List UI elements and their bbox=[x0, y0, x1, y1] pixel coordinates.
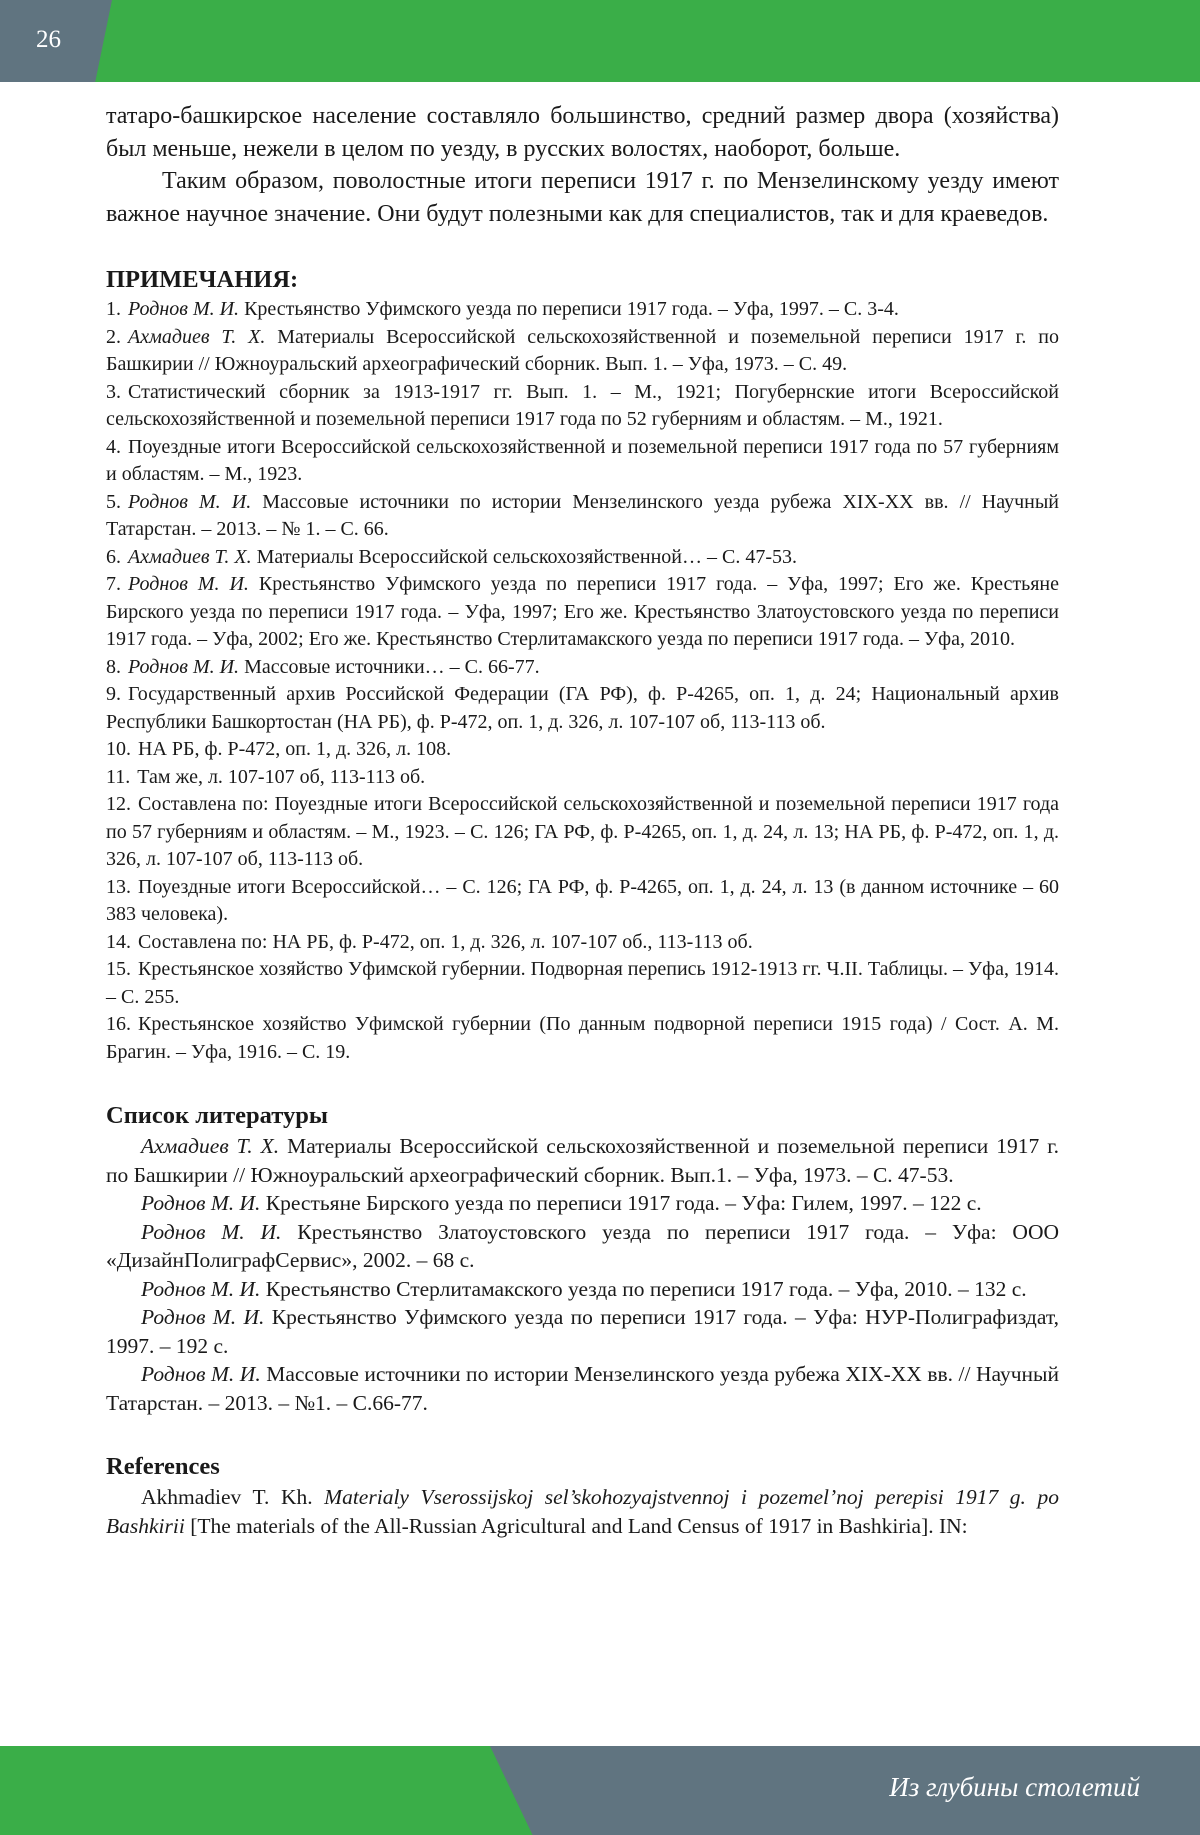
note-item bbox=[106, 681, 1059, 736]
references-list bbox=[106, 1483, 1059, 1540]
header-band bbox=[0, 0, 1200, 82]
note-item bbox=[106, 571, 1059, 654]
references-heading: References bbox=[106, 1453, 220, 1481]
literature-item bbox=[106, 1218, 1059, 1275]
note-item bbox=[106, 1011, 1059, 1066]
note-text: Поуездные итоги Всероссийской сельскохозяйственной и поземельной переписи 1917 года по 57 губерниям и областям. – М., 1923. bbox=[106, 435, 1059, 486]
note-text: Государственный архив Российской Федерации (ГА РФ), ф. Р-4265, оп. 1, д. 24; Национальный архив Республики Башкортостан (НА РБ), ф. Р-472, оп. 1, д. 326, л. 107-107 об, 113-113 об. bbox=[106, 683, 1059, 733]
note-number: 10. bbox=[106, 738, 131, 761]
note-text: Массовые источники по истории Мензелинского уезда рубежа XIX-XX вв. // Научный Татарстан. – 2013. – № 1. – С. 66. bbox=[106, 490, 1060, 541]
note-item bbox=[106, 874, 1059, 929]
note-number: 6. bbox=[106, 545, 121, 568]
note-item bbox=[106, 324, 1059, 379]
literature-text: Крестьянство Уфимского уезда по переписи 1917 года. – Уфа: НУР-Полиграфиздат, 1997. – 192 с. bbox=[106, 1305, 1060, 1358]
literature-text: Материалы Всероссийской сельскохозяйственной и поземельной переписи 1917 г. по Башкирии // Южноуральский археографический сборник. Вып.1. – Уфа, 1973. – С. 47-53. bbox=[106, 1134, 1059, 1187]
note-item bbox=[106, 764, 1059, 792]
note-number: 7. bbox=[106, 573, 121, 596]
note-number: 4. bbox=[106, 435, 121, 458]
note-author: Роднов М. И. bbox=[128, 298, 240, 321]
body-paragraph-2: Таким образом, поволостные итоги переписи 1917 г. по Мензелинскому уезду имеют важное научное значение. Они будут полезными как для специалистов, так и для краеведов. bbox=[106, 168, 1059, 227]
note-text: Там же, л. 107-107 об, 113-113 об. bbox=[137, 765, 426, 788]
note-item bbox=[106, 489, 1059, 544]
note-number: 11. bbox=[106, 765, 131, 788]
literature-author: Роднов М. И. bbox=[141, 1305, 265, 1330]
note-number: 14. bbox=[106, 930, 131, 953]
literature-text: Крестьяне Бирского уезда по переписи 1917 года. – Уфа: Гилем, 1997. – 122 с. bbox=[265, 1191, 982, 1216]
note-number: 1. bbox=[106, 298, 121, 321]
note-number: 16. bbox=[106, 1013, 131, 1036]
notes-heading: ПРИМЕЧАНИЯ: bbox=[106, 266, 299, 294]
page-number: 26 bbox=[36, 26, 61, 53]
note-number: 8. bbox=[106, 655, 121, 678]
note-number: 9. bbox=[106, 683, 121, 706]
note-number: 15. bbox=[106, 958, 131, 981]
note-text: НА РБ, ф. Р-472, оп. 1, д. 326, л. 108. bbox=[138, 738, 452, 761]
literature-author: Ахмадиев Т. Х. bbox=[141, 1134, 280, 1159]
note-item bbox=[106, 791, 1059, 874]
literature-item bbox=[106, 1189, 1059, 1218]
note-author: Ахмадиев Т. Х. bbox=[128, 325, 266, 348]
note-text: Крестьянское хозяйство Уфимской губернии (По данным подворной переписи 1915 года) / Сост. А. М. Брагин. – Уфа, 1916. – С. 19. bbox=[106, 1013, 1059, 1063]
note-item bbox=[106, 654, 1059, 682]
literature-author: Роднов М. И. bbox=[141, 1191, 261, 1216]
note-number: 2. bbox=[106, 325, 121, 348]
reference-author: Akhmadiev T. Kh. bbox=[141, 1485, 313, 1510]
literature-list bbox=[106, 1132, 1059, 1417]
literature-item bbox=[106, 1360, 1059, 1417]
literature-text: Массовые источники по истории Мензелинского уезда рубежа XIX-XX вв. // Научный Татарстан. – 2013. – №1. – С.66-77. bbox=[106, 1362, 1060, 1415]
note-item bbox=[106, 956, 1059, 1011]
note-text: Составлена по: НА РБ, ф. Р-472, оп. 1, д. 326, л. 107-107 об., 113-113 об. bbox=[138, 930, 753, 953]
note-number: 12. bbox=[106, 793, 131, 816]
literature-text: Крестьянство Златоустовского уезда по переписи 1917 года. – Уфа: ООО «ДизайнПолиграфСервис», 2002. – 68 с. bbox=[106, 1219, 1059, 1273]
reference-title: Materialy Vserossijskoj sel’skohozyajstvennoj i pozemel’noj perepisi 1917 g. po Bashkirii bbox=[106, 1485, 1059, 1538]
page-content bbox=[106, 100, 1059, 1540]
journal-title: Из глубины столетий bbox=[889, 1772, 1140, 1802]
note-text: Материалы Всероссийской сельскохозяйственной и поземельной переписи 1917 г. по Башкирии // Южноуральский археографический сборник. Вып. 1. – Уфа, 1973. – С. 49. bbox=[106, 325, 1059, 376]
note-number: 13. bbox=[106, 875, 131, 898]
note-author: Роднов М. И. bbox=[128, 573, 249, 596]
reference-text: [The materials of the All-Russian Agricultural and Land Census of 1917 in Bashkiria]. IN: bbox=[190, 1513, 968, 1538]
literature-author: Роднов М. И. bbox=[141, 1362, 261, 1387]
notes-list bbox=[106, 296, 1059, 1066]
note-author: Роднов М. И. bbox=[128, 655, 240, 678]
literature-author: Роднов М. И. bbox=[141, 1219, 282, 1244]
note-item bbox=[106, 736, 1059, 764]
body-paragraph-1: татаро-башкирское население составляло большинство, средний размер двора (хозяйства) был меньше, нежели в целом по уезду, в русских волостях, наоборот, больше. bbox=[106, 103, 1059, 162]
note-text: Статистический сборник за 1913-1917 гг. Вып. 1. – М., 1921; Погубернские итоги Всероссийской сельскохозяйственной и поземельной переписи 1917 года по 52 губерниям и областям. – М., 1921. bbox=[106, 380, 1059, 431]
note-text: Составлена по: Поуездные итоги Всероссийской сельскохозяйственной и поземельной переписи 1917 года по 57 губерниям и областям. – М., 1923. – С. 126; ГА РФ, ф. Р-4265, оп. 1, д. 24, л. 13; НА РБ, ф. Р-472, оп. 1, д. 326, л. 107-107 об, 113-113 об. bbox=[106, 793, 1059, 871]
note-number: 3. bbox=[106, 380, 121, 403]
literature-heading: Список литературы bbox=[106, 1102, 329, 1130]
literature-author: Роднов М. И. bbox=[141, 1276, 261, 1301]
literature-item bbox=[106, 1303, 1059, 1360]
note-item bbox=[106, 929, 1059, 957]
note-text: Крестьянское хозяйство Уфимской губернии. Подворная перепись 1912-1913 гг. Ч.II. Таблицы. – Уфа, 1914. – С. 255. bbox=[106, 958, 1059, 1008]
note-text: Крестьянство Уфимского уезда по переписи 1917 года. – Уфа, 1997; Его же. Крестьяне Бирского уезда по переписи 1917 года. – Уфа, 1997; Его же. Крестьянство Златоустовского уезда по переписи 1917 года. – Уфа, 2002; Его же. Крестьянство Стерлитамакского уезда по переписи 1917 года. – Уфа, 2010. bbox=[106, 573, 1059, 651]
note-item bbox=[106, 379, 1059, 434]
note-text: Материалы Всероссийской сельскохозяйственной… – С. 47-53. bbox=[256, 545, 797, 568]
note-item bbox=[106, 296, 1059, 324]
literature-text: Крестьянство Стерлитамакского уезда по переписи 1917 года. – Уфа, 2010. – 132 с. bbox=[265, 1276, 1027, 1301]
note-author: Ахмадиев Т. Х. bbox=[128, 545, 252, 568]
note-item bbox=[106, 434, 1059, 489]
note-text: Массовые источники… – С. 66-77. bbox=[244, 655, 540, 678]
note-text: Крестьянство Уфимского уезда по переписи 1917 года. – Уфа, 1997. – С. 3-4. bbox=[244, 298, 899, 321]
note-number: 5. bbox=[106, 490, 121, 513]
reference-item bbox=[106, 1483, 1059, 1540]
literature-item bbox=[106, 1132, 1059, 1189]
literature-item bbox=[106, 1275, 1059, 1304]
note-item bbox=[106, 544, 1059, 572]
note-author: Роднов М. И. bbox=[128, 490, 252, 513]
note-text: Поуездные итоги Всероссийской… – С. 126; ГА РФ, ф. Р-4265, оп. 1, д. 24, л. 13 (в данном источнике – 60 383 человека). bbox=[106, 875, 1059, 926]
